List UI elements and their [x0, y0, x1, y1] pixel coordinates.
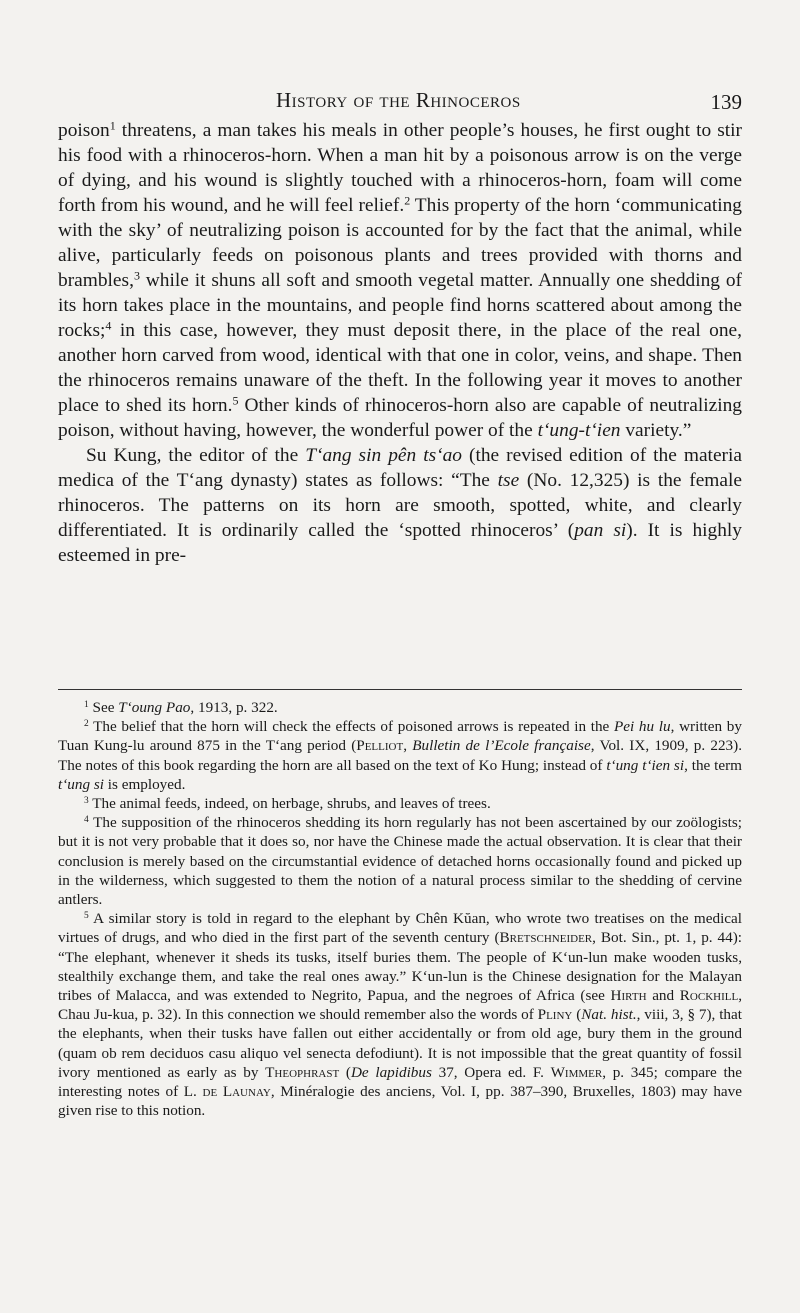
footnote-ref-4[interactable]: 4 — [105, 318, 112, 333]
footnote-5: $^5$ A similar story is told in regard to the elephant by Chên Kŭan, who wrote two treatises on the medical virtues of drugs, and who died in the first part of the seventh century (Bretschneider, Bot. Sin., pt. 1, p. 44): “The elephant, whenever it sheds its tusks, itself buries them. The people of K‘un-lun make wooden tusks, stealthily exchange them, and take the real ones away.” K‘un-lun is the Chinese designation for the Malayan tribes of Malacca, and was extended to Negrito, Papua, and the negroes of Africa (see Hirth and Rockhill, Chau Ju-kua, p. 32). In this connection we should remember also the words of Pliny (Nat. hist., viii, 3, § 7), that the elephants, when their tusks have fallen out either accidentally or from old age, bury them in the ground (quam ob rem deciduos casu aliquo vel senecta defodiunt). It is not impossible that the great quantity of fossil ivory mentioned as early as by Theophrast (De lapidibus 37, Opera ed. F. Wimmer, p. 345; compare the interesting notes of L. de Launay, Minéralogie des anciens, Vol. I, pp. 387–390, Bruxelles, 1803) may have given rise to this notion. — [58, 910, 742, 1120]
paragraph-1: poison$^1$ threatens, a man takes his meals in other people’s houses, he first ought to stir his food with a rhinoceros-horn. When a man hit by a poisonous arrow is on the verge of dying, and his wound is slightly touched with a rhinoceros-horn, foam will come forth from his wound, and he will feel relief.$^2$ This property of the horn ‘communicating with the sky’ of neutralizing poison is accounted for by the fact that the animal, while alive, particularly feeds on poisonous plants and trees provided with thorns and brambles,$^3$ while it shuns all soft and smooth vegetal matter. Annually one shedding of its horn takes place in the mountains, and people find horns scattered about among the rocks;$^4$ in this case, however, they must deposit there, in the place of the real one, another horn carved from wood, identical with that one in color, veins, and shape. Then the rhinoceros remains unaware of the theft. In the following year it moves to another place to shed its horn.$^5$ Other kinds of rhinoceros-horn also are capable of neutralizing poison, without having, however, the wonderful power of the t‘ung-t‘ien variety.” — [58, 118, 742, 441]
footnote-1: $^1$ See T‘oung Pao, 1913, p. 322. — [84, 699, 278, 716]
page-number: 139 — [710, 90, 742, 114]
footnote-2: $^2$ The belief that the horn will check the effects of poisoned arrows is repeated in the Pei hu lu, written by Tuan Kung-lu around 875 in the T‘ang period (Pelliot, Bulletin de l’Ecole française, Vol. IX, 1909, p. 223). The notes of this book regarding the horn are all based on the text of Ko Hung; instead of t‘ung t‘ien si, the term t‘ung si is employed. — [58, 718, 742, 793]
footnotes — [58, 698, 742, 1120]
footnote-divider — [58, 689, 742, 690]
footnote-ref-1[interactable]: 1 — [109, 118, 116, 133]
footnote-3: $^3$ The animal feeds, indeed, on herbage, shrubs, and leaves of trees. — [84, 795, 491, 813]
main-text — [58, 118, 742, 568]
footnote-4: $^4$ The supposition of the rhinoceros shedding its horn regularly has not been ascertained by our zoölogists; but it is not very probable that it does so, nor have the Chinese made the actual observation. It is clear that their conclusion is merely based on the circumstantial evidence of detached horns occasionally found and picked up in the wilderness, which suggested to them the notion of a natural process similar to the shedding of cervine antlers. — [58, 814, 742, 909]
running-head: History of the Rhinoceros — [276, 88, 521, 112]
footnote-ref-2[interactable]: 2 — [404, 193, 411, 208]
footnote-ref-5[interactable]: 5 — [232, 393, 239, 408]
footnote-ref-3[interactable]: 3 — [133, 268, 140, 283]
paragraph-2: Su Kung, the editor of the T‘ang sin pên ts‘ao (the revised edition of the materia medica of the T‘ang dynasty) states as follows: “The tse (No. 12,325) is the female rhinoceros. The patterns on its horn are smooth, spotted, white, and clearly differentiated. It is ordinarily called the ‘spotted rhinoceros’ (pan si). It is highly esteemed in pre- — [58, 445, 742, 566]
